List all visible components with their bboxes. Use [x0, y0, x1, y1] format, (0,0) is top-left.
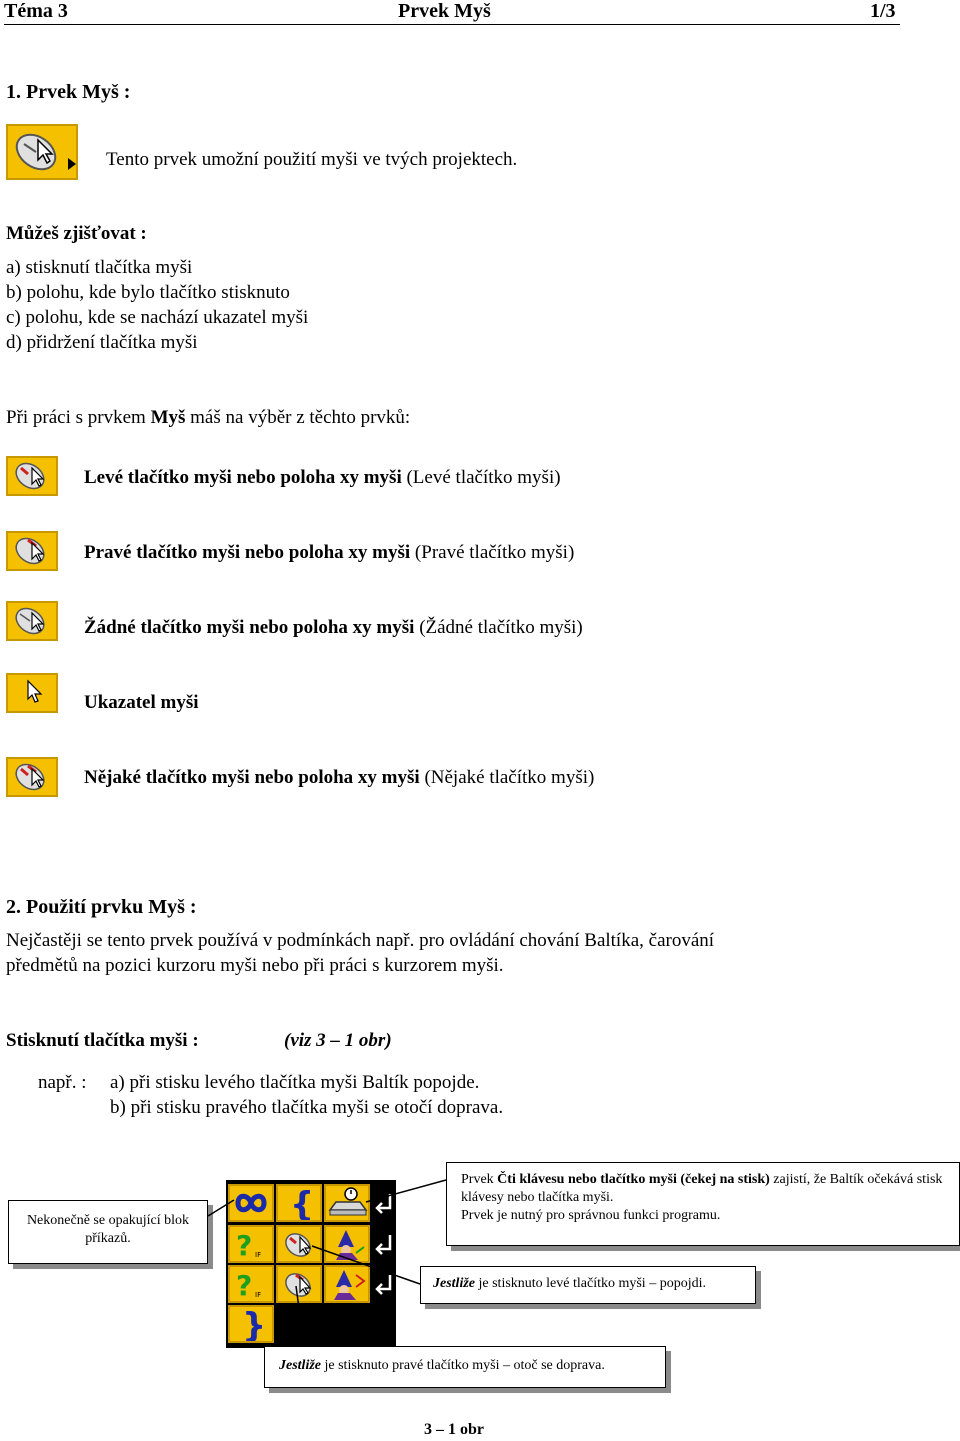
detect-item-a: a) stisknutí tlačítka myši: [6, 257, 193, 278]
press-heading: Stisknutí tlačítka myši :: [6, 1030, 199, 1051]
callout-loop-connector: [206, 1198, 236, 1218]
mouse-any-button-icon: [6, 757, 58, 797]
example-item-b: b) při stisku pravého tlačítka myši se otočí doprava.: [110, 1097, 504, 1118]
if-condition-icon: [228, 1225, 274, 1263]
mouse-element-icon: [6, 124, 78, 180]
page-header: [4, 0, 900, 25]
mouse-right-button-icon: [6, 531, 58, 571]
callout-if-left-italic: Jestliže: [433, 1276, 475, 1291]
element-no-button: Žádné tlačítko myši nebo poloha xy myši (Žádné tlačítko myši): [84, 617, 583, 638]
press-figure-reference: (viz 3 – 1 obr): [284, 1030, 392, 1051]
svg-text:{: {: [290, 1186, 315, 1220]
usage-paragraph-line-1: Nejčastěji se tento prvek používá v podmínkách např. pro ovládání chování Baltíka, čarování: [6, 930, 715, 951]
callout-read-pre: Prvek: [461, 1172, 498, 1187]
callout-if-right-connector: [290, 1284, 310, 1348]
mouse-no-button-icon: [6, 601, 58, 641]
callout-read-key: [446, 1162, 960, 1246]
choice-line: [6, 406, 410, 430]
section-2-heading: 2. Použití prvku Myš :: [6, 896, 197, 918]
topic-label: Téma 3: [4, 0, 68, 22]
detect-item-d: d) přidržení tlačítka myši: [6, 332, 198, 353]
if-condition-icon: [228, 1265, 274, 1303]
element-left-button: Levé tlačítko myši nebo poloha xy myši (Levé tlačítko myši): [84, 467, 561, 488]
element-pointer: Ukazatel myši: [84, 692, 199, 713]
callout-if-right: [264, 1346, 666, 1388]
choice-line-post: máš na výběr z těchto prvků:: [185, 407, 411, 428]
svg-text:IF: IF: [255, 1251, 262, 1259]
page-number: 1/3: [870, 0, 896, 22]
svg-text:}: }: [242, 1307, 267, 1341]
block-open-brace-icon: [276, 1184, 322, 1222]
callout-read-line2: Prvek je nutný pro správnou funkci programu.: [461, 1208, 721, 1223]
element-right-button: Pravé tlačítko myši nebo poloha xy myši (Pravé tlačítko myši): [84, 542, 575, 563]
choice-line-pre: Při práci s prvkem: [6, 407, 151, 428]
callout-read-bold: Čti klávesu nebo tlačítko myši (čekej na stisk): [497, 1172, 770, 1187]
callout-read-mid: zajistí, že Baltík očekává stisk klávesy nebo tlačítka myši.: [461, 1172, 943, 1205]
usage-paragraph-line-2: předmětů na pozici kurzoru myši nebo při práci s kurzorem myši.: [6, 955, 504, 976]
page-title: Prvek Myš: [398, 0, 491, 22]
section-1-heading: 1. Prvek Myš :: [6, 81, 131, 103]
figure-caption: 3 – 1 obr: [424, 1421, 484, 1438]
callout-if-right-italic: Jestliže: [279, 1358, 321, 1373]
callout-if-left-rest: je stisknuto levé tlačítko myši – popojdi.: [475, 1276, 706, 1291]
intro-text: Tento prvek umožní použití myši ve tvých projektech.: [106, 149, 518, 170]
callout-infinite-loop: Nekonečně se opakující blok příkazů.: [8, 1200, 208, 1264]
choice-line-bold: Myš: [150, 407, 186, 428]
example-item-a: a) při stisku levého tlačítka myši Baltík popojde.: [110, 1072, 480, 1093]
svg-text:?: ?: [236, 1229, 253, 1261]
element-any-button: Nějaké tlačítko myši nebo poloha xy myši (Nějaké tlačítko myši): [84, 767, 595, 788]
mouse-left-button-icon: [6, 456, 58, 496]
svg-text:IF: IF: [255, 1291, 262, 1299]
callout-if-left-connector: [310, 1244, 422, 1288]
callout-if-right-rest: je stisknuto pravé tlačítko myši – otoč se doprava.: [321, 1358, 605, 1373]
detect-item-c: c) polohu, kde se nachází ukazatel myši: [6, 307, 309, 328]
svg-text:?: ?: [236, 1269, 253, 1301]
example-label: např. :: [38, 1072, 87, 1093]
mouse-pointer-icon: [6, 673, 58, 713]
callout-read-connector: [364, 1176, 448, 1206]
can-detect-heading: Můžeš zjišťovat :: [6, 223, 147, 244]
callout-if-left: [420, 1266, 756, 1304]
detect-item-b: b) polohu, kde bylo tlačítko stisknuto: [6, 282, 290, 303]
block-close-brace-icon: [228, 1305, 274, 1343]
